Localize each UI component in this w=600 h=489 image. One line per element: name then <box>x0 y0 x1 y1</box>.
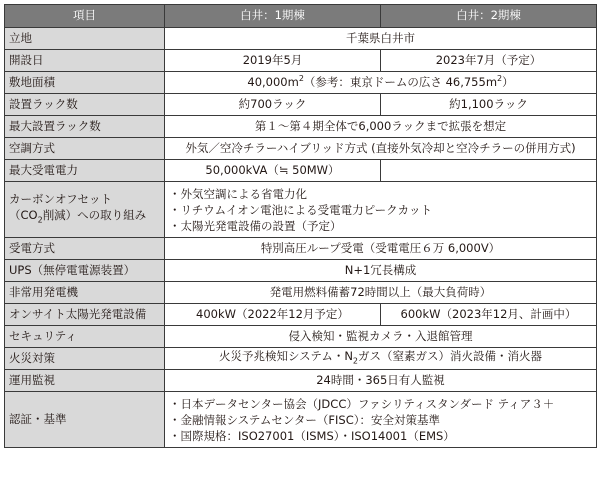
row-label: 非常用発電機 <box>5 282 165 304</box>
phase2-value: 2023年7月（予定） <box>381 50 597 72</box>
square-unit: 2 <box>298 74 304 84</box>
row-value: N+1冗長構成 <box>165 260 597 282</box>
row-certification <box>5 392 597 448</box>
row-label: 火災対策 <box>5 348 165 370</box>
row-label: 最大受電電力 <box>5 160 165 182</box>
row-opening <box>5 50 597 72</box>
row-label: 設置ラック数 <box>5 94 165 116</box>
row-value: 外気／空冷チラーハイブリッド方式 (直接外気冷却と空冷チラーの併用方式) <box>165 138 597 160</box>
row-label: 開設日 <box>5 50 165 72</box>
site-area-close: ） <box>502 75 514 90</box>
header-phase2: 白井：2期棟 <box>381 5 597 28</box>
row-ups <box>5 260 597 282</box>
header-item: 項目 <box>5 5 165 28</box>
row-monitoring <box>5 370 597 392</box>
row-generator <box>5 282 597 304</box>
phase2-value: 約1,100ラック <box>381 94 597 116</box>
row-value: 侵入検知・監視カメラ・入退館管理 <box>165 326 597 348</box>
row-location <box>5 28 597 50</box>
row-max-racks <box>5 116 597 138</box>
phase1-value: 400kW（2022年12月予定） <box>165 304 381 326</box>
row-label: 空調方式 <box>5 138 165 160</box>
row-label: 立地 <box>5 28 165 50</box>
list-item: ・外気空調による省電力化 <box>169 186 307 201</box>
spec-table <box>4 4 597 448</box>
list-item: ・リチウムイオン電池による受電電力ピークカット <box>169 202 433 217</box>
row-racks <box>5 94 597 116</box>
row-site-area <box>5 72 597 94</box>
header-row <box>5 5 597 28</box>
row-label: 受電方式 <box>5 238 165 260</box>
list-item: ・国際規格：ISO27001（ISMS）・ISO14001（EMS） <box>169 428 455 443</box>
row-solar <box>5 304 597 326</box>
site-area-value: 40,000m <box>247 75 299 90</box>
row-label: UPS（無停電電源装置） <box>5 260 165 282</box>
row-max-power <box>5 160 597 182</box>
carbon-label-line2: （$CO_2$削減）への取り組み <box>9 207 147 225</box>
list-item: ・日本データセンター協会（JDCC）ファシリティスタンダード ティア３＋ <box>169 396 555 411</box>
row-label: セキュリティ <box>5 326 165 348</box>
square-unit: 2 <box>497 74 503 84</box>
list-item: ・太陽光発電設備の設置（予定） <box>169 218 342 233</box>
phase1-value: 50,000kVA（≒ 50MW） <box>165 160 381 182</box>
row-security <box>5 326 597 348</box>
row-value: 発電用燃料備蓄72時間以上（最大負荷時） <box>165 282 597 304</box>
list-item: ・金融情報システムセンター（FISC）：安全対策基準 <box>169 412 440 427</box>
row-fire <box>5 348 597 370</box>
site-area-reference: （参考：東京ドームの広さ 46,755m <box>303 75 498 90</box>
row-value <box>165 72 597 94</box>
row-power-method <box>5 238 597 260</box>
header-phase1: 白井：1期棟 <box>165 5 381 28</box>
certification-list <box>165 392 597 448</box>
row-value: 第１～第４期全体で6,000ラックまで拡張を想定 <box>165 116 597 138</box>
phase2-value <box>381 160 597 182</box>
row-carbon-offset <box>5 182 597 238</box>
phase2-value: 600kW（2023年12月、計画中） <box>381 304 597 326</box>
row-label: 認証・基準 <box>5 392 165 448</box>
row-value: 千葉県白井市 <box>165 28 597 50</box>
row-label: オンサイト太陽光発電設備 <box>5 304 165 326</box>
row-cooling <box>5 138 597 160</box>
row-value: 特別高圧ループ受電（受電電圧６万 6,000V） <box>165 238 597 260</box>
row-value: 火災予兆検知システム・$N_2$ガス（窒素ガス）消火設備・消火器 <box>165 348 597 370</box>
phase1-value: 約700ラック <box>165 94 381 116</box>
phase1-value: 2019年5月 <box>165 50 381 72</box>
row-label <box>5 182 165 238</box>
row-label: 敷地面積 <box>5 72 165 94</box>
row-label: 運用監視 <box>5 370 165 392</box>
carbon-list <box>165 182 597 238</box>
row-label: 最大設置ラック数 <box>5 116 165 138</box>
row-value: 24時間・365日有人監視 <box>165 370 597 392</box>
carbon-label-line1: カーボンオフセット <box>9 191 113 206</box>
